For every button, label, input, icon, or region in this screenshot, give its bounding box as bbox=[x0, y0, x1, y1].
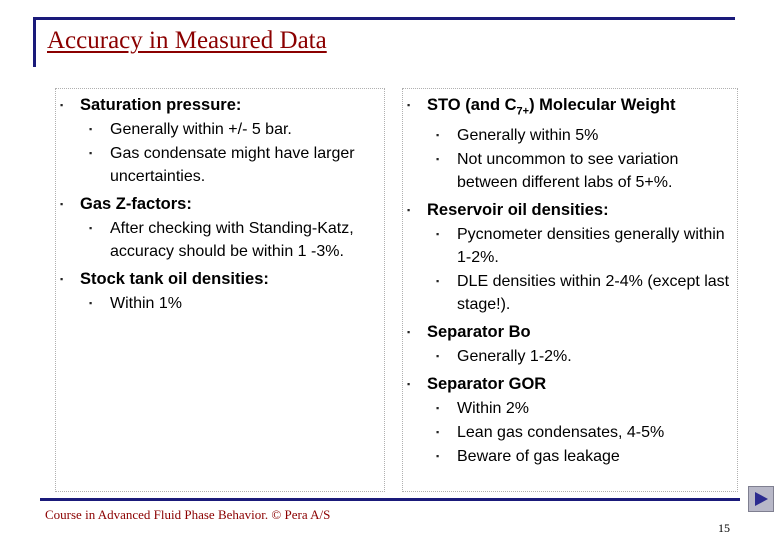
bullet-icon: ▪ bbox=[436, 403, 440, 414]
bullet-icon: ▪ bbox=[436, 229, 440, 240]
sub-list-item bbox=[403, 345, 737, 368]
bullet-icon: ▪ bbox=[407, 205, 411, 216]
play-triangle-icon bbox=[753, 491, 769, 507]
sub-list-item bbox=[56, 142, 384, 188]
bullet-icon: ▪ bbox=[60, 274, 64, 284]
sub-list-item bbox=[403, 421, 737, 444]
sub-item-text: After checking with Standing-Katz, accuracy should be within 1 -3%. bbox=[110, 220, 354, 260]
item-label-suffix: ) Molecular Weight bbox=[529, 96, 676, 114]
sub-list-item bbox=[403, 148, 737, 194]
sub-list-item bbox=[56, 118, 384, 141]
sub-item-text: Not uncommon to see variation between different labs of 5+%. bbox=[457, 151, 679, 192]
bullet-icon: ▪ bbox=[407, 379, 411, 390]
sub-list-item bbox=[403, 223, 737, 269]
bullet-icon: ▪ bbox=[436, 154, 440, 165]
bullet-icon: ▪ bbox=[89, 298, 93, 308]
sub-item-text: Generally 1-2%. bbox=[457, 348, 572, 366]
list-item bbox=[56, 93, 384, 117]
bullet-icon: ▪ bbox=[436, 276, 440, 287]
item-label: Gas Z-factors: bbox=[80, 195, 192, 213]
item-label: Separator Bo bbox=[427, 323, 531, 342]
item-label: Stock tank oil densities: bbox=[80, 270, 269, 288]
bullet-icon: ▪ bbox=[89, 148, 93, 158]
list-item bbox=[56, 192, 384, 216]
sub-item-text: Pycnometer densities generally within 1-2%. bbox=[457, 226, 725, 267]
title-frame-left-rule bbox=[33, 17, 36, 67]
sub-list-item bbox=[403, 445, 737, 468]
bullet-icon: ▪ bbox=[60, 199, 64, 209]
sub-list-item bbox=[56, 292, 384, 315]
list-item bbox=[403, 93, 737, 123]
page-number: 15 bbox=[718, 521, 730, 535]
bullet-icon: ▪ bbox=[89, 223, 93, 233]
sub-item-text: Lean gas condensates, 4-5% bbox=[457, 424, 665, 442]
bullet-icon: ▪ bbox=[436, 130, 440, 141]
list-item bbox=[403, 320, 737, 344]
item-label-subscript: 7+ bbox=[516, 105, 530, 118]
bullet-icon: ▪ bbox=[89, 124, 93, 134]
item-label: Separator GOR bbox=[427, 375, 547, 394]
sub-list-item bbox=[403, 397, 737, 420]
item-label: Saturation pressure: bbox=[80, 96, 242, 114]
sub-item-text: DLE densities within 2-4% (except last stage!). bbox=[457, 273, 730, 314]
slide-title: Accuracy in Measured Data bbox=[47, 27, 327, 54]
bullet-icon: ▪ bbox=[407, 327, 411, 338]
sub-item-text: Beware of gas leakage bbox=[457, 448, 620, 466]
sub-item-text: Generally within +/- 5 bar. bbox=[110, 121, 292, 138]
next-slide-button[interactable] bbox=[748, 486, 774, 512]
list-item bbox=[403, 372, 737, 396]
sub-list-item bbox=[56, 217, 384, 263]
footer-text: Course in Advanced Fluid Phase Behavior. © Pera A/S bbox=[45, 507, 331, 522]
bullet-icon: ▪ bbox=[436, 351, 440, 362]
sub-list-item bbox=[403, 270, 737, 316]
list-item bbox=[56, 267, 384, 291]
sub-item-text: Generally within 5% bbox=[457, 127, 599, 145]
sub-list-item bbox=[403, 124, 737, 147]
bullet-icon: ▪ bbox=[436, 451, 440, 462]
left-content-box bbox=[55, 88, 385, 492]
sub-item-text: Gas condensate might have larger uncertainties. bbox=[110, 145, 355, 185]
right-content-box bbox=[402, 88, 738, 492]
sub-item-text: Within 2% bbox=[457, 400, 530, 418]
footer-rule bbox=[40, 498, 740, 501]
item-label-prefix: STO (and C bbox=[427, 96, 517, 114]
bullet-icon: ▪ bbox=[407, 100, 411, 110]
sub-item-text: Within 1% bbox=[110, 295, 183, 312]
list-item bbox=[403, 198, 737, 222]
title-frame-top-rule bbox=[33, 17, 735, 20]
item-label: Reservoir oil densities: bbox=[427, 201, 609, 220]
bullet-icon: ▪ bbox=[60, 100, 64, 110]
bullet-icon: ▪ bbox=[436, 427, 440, 438]
